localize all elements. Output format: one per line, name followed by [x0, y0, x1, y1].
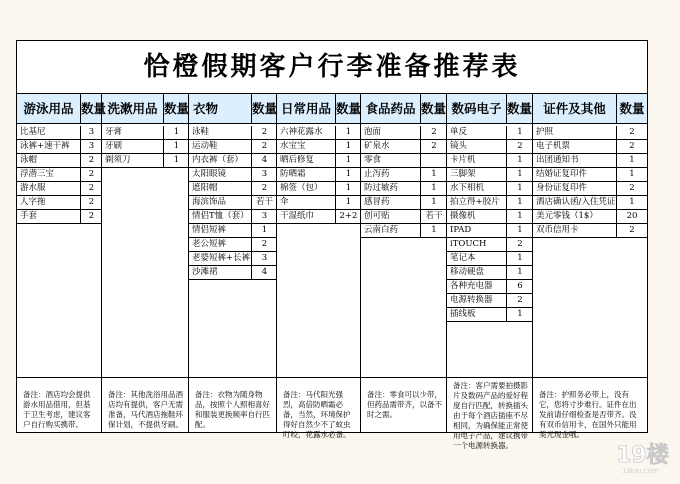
item-name: 水宝宝	[277, 140, 336, 153]
list-item	[533, 182, 647, 196]
list-item	[189, 168, 276, 182]
item-quantity: 2	[517, 239, 523, 249]
item-quantity: 2+2	[339, 211, 358, 221]
item-name: 棉签（包）	[277, 182, 336, 195]
page-title: 恰橙假期客户行李准备推荐表	[143, 52, 521, 82]
item-name: 内衣裤（套）	[189, 154, 252, 167]
list-item	[361, 154, 446, 168]
note-daily: 备注：马代阳光强烈，高倍防晒霜必备，当然，环境保护得好自然少不了蚊虫叮咬，花露水必备。	[277, 378, 361, 433]
note-docs: 备注：护照务必带上，没有它，您将寸步难行。证件在出发前请仔细检查是否带齐。没有双币信用卡，在国外只能用美元现金哦。	[539, 390, 637, 439]
list-item	[277, 140, 360, 154]
table-header	[17, 93, 647, 124]
item-name: 结婚证复印件	[533, 168, 617, 181]
item-quantity: 2	[261, 127, 268, 137]
item-name: 泳裤+速干裤	[17, 140, 81, 153]
list-item	[277, 210, 360, 224]
list-item	[17, 126, 101, 140]
column-daily	[277, 124, 361, 377]
item-quantity: 1	[431, 183, 437, 193]
item-name: 剃须刀	[102, 154, 164, 167]
list-item	[447, 308, 532, 322]
site-logo-watermark	[614, 436, 674, 476]
list-item	[277, 168, 360, 182]
list-item	[447, 294, 532, 308]
item-quantity: 2	[629, 141, 635, 151]
list-item	[533, 224, 647, 238]
list-item	[533, 196, 647, 210]
item-quantity: 4	[261, 155, 268, 165]
item-quantity: 2	[629, 183, 635, 193]
item-name: 止泻药	[361, 168, 421, 181]
list-item	[102, 126, 188, 140]
list-item	[447, 182, 532, 196]
item-name: IPAD	[447, 224, 507, 237]
header-qty-6: 数量	[507, 94, 533, 123]
column-wash	[102, 124, 189, 377]
header-qty-4: 数量	[336, 94, 361, 123]
item-name: 防过敏药	[361, 182, 421, 195]
item-name: 身份证复印件	[533, 182, 617, 195]
item-name: 出团通知书	[533, 154, 617, 167]
item-quantity: 2	[261, 183, 268, 193]
item-quantity: 1	[345, 155, 352, 165]
item-quantity: 1	[629, 197, 635, 207]
column-digital	[447, 124, 533, 377]
list-item	[189, 126, 276, 140]
item-quantity: 3	[261, 169, 268, 179]
item-quantity: 20	[626, 211, 638, 221]
list-item	[189, 266, 276, 280]
item-quantity: 1	[173, 127, 180, 137]
item-quantity: 2	[261, 239, 268, 249]
note-digital: 备注：客户需要拍摄影片及数码产品的爱好程度自行匹配，转换插头由于每个酒店插座不尽相同，为确保能正常使用电子产品，建议携带一个电源转换器。	[447, 378, 533, 433]
item-name: 六神花露水	[277, 126, 336, 139]
list-item	[189, 224, 276, 238]
list-item	[533, 154, 647, 168]
item-quantity: 6	[517, 281, 523, 291]
list-item	[361, 126, 446, 140]
list-item	[17, 140, 101, 154]
list-item	[533, 126, 647, 140]
item-name: 创可贴	[361, 210, 421, 223]
list-item	[361, 196, 446, 210]
header-food: 食品药品	[361, 94, 421, 123]
item-quantity: 1	[517, 169, 523, 179]
item-quantity: 若干	[425, 211, 443, 221]
list-item	[447, 280, 532, 294]
item-name: 镜头	[447, 140, 507, 153]
item-name: 干湿纸巾	[277, 210, 336, 223]
item-quantity: 1	[517, 225, 523, 235]
header-qty-2: 数量	[164, 94, 189, 123]
item-name: 摄像机	[447, 210, 507, 223]
recommendation-sheet	[16, 40, 648, 450]
list-item	[447, 238, 532, 252]
list-item	[361, 140, 446, 154]
item-name: 运动鞋	[189, 140, 252, 153]
list-item	[189, 182, 276, 196]
item-quantity: 1	[345, 127, 352, 137]
item-quantity: 1	[345, 169, 352, 179]
column-clothes	[189, 124, 277, 377]
item-quantity: 1	[517, 155, 523, 165]
item-quantity: 1	[345, 183, 352, 193]
item-quantity: 1	[431, 169, 437, 179]
list-item	[17, 182, 101, 196]
item-quantity: 3	[88, 141, 95, 151]
item-quantity: 2	[629, 225, 635, 235]
item-name: 泳帽	[17, 154, 81, 167]
list-item	[447, 266, 532, 280]
list-item	[277, 126, 360, 140]
item-name: 防晒霜	[277, 168, 336, 181]
notes-row	[17, 377, 647, 450]
svg-text:19楼: 19楼	[616, 443, 669, 468]
item-quantity: 2	[517, 141, 523, 151]
item-quantity: 1	[431, 197, 437, 207]
item-name: 三脚架	[447, 168, 507, 181]
list-item	[17, 168, 101, 182]
item-quantity: 1	[517, 197, 523, 207]
list-item	[447, 224, 532, 238]
column-swim	[17, 124, 102, 377]
note-wash: 备注：其他洗浴用品酒店均有提供，客户无需准备，马代酒店拖鞋环保计划，不提供牙刷。	[102, 378, 189, 433]
item-name: 矿泉水	[361, 140, 421, 153]
item-name: 浮潜三宝	[17, 168, 81, 181]
item-name: 感冒药	[361, 196, 421, 209]
item-name: 双币信用卡	[533, 224, 617, 237]
item-name: 电源转换器	[447, 294, 507, 307]
item-name: 护照	[533, 126, 617, 139]
column-food	[361, 124, 447, 377]
list-item	[447, 168, 532, 182]
item-name: 云南白药	[361, 224, 421, 237]
item-quantity: 2	[517, 295, 523, 305]
item-quantity: 4	[261, 267, 268, 277]
header-clothes: 衣物	[189, 94, 252, 123]
list-item	[533, 210, 647, 224]
list-item	[533, 168, 647, 182]
item-quantity: 2	[431, 127, 437, 137]
item-name: 泡面	[361, 126, 421, 139]
item-quantity: 3	[261, 253, 268, 263]
item-quantity: 3	[261, 211, 268, 221]
list-item	[189, 154, 276, 168]
list-item	[533, 140, 647, 154]
header-digital: 数码电子	[447, 94, 507, 123]
item-quantity: 1	[345, 197, 352, 207]
item-name: 遮阳帽	[189, 182, 252, 195]
list-item	[447, 154, 532, 168]
list-item	[447, 140, 532, 154]
item-quantity: 1	[173, 141, 180, 151]
item-quantity: 2	[88, 155, 95, 165]
item-quantity	[421, 154, 447, 167]
note-swim: 备注：酒店均会提供游水用品借用，但基于卫生考虑，建议客户自行购买携带。	[17, 378, 102, 433]
item-name: 酒店确认函/入住凭证	[533, 196, 617, 209]
item-quantity: 1	[517, 253, 523, 263]
list-item	[189, 196, 276, 210]
item-quantity: 2	[431, 141, 437, 151]
item-quantity: 1	[517, 211, 523, 221]
list-item	[17, 196, 101, 210]
list-item	[277, 196, 360, 210]
item-name: 太阳眼镜	[189, 168, 252, 181]
item-name: 各种充电器	[447, 280, 507, 293]
list-item	[277, 182, 360, 196]
item-quantity: 1	[629, 155, 635, 165]
item-quantity: 2	[88, 169, 95, 179]
item-quantity: 1	[261, 225, 268, 235]
column-docs	[533, 124, 647, 377]
list-item	[189, 252, 276, 266]
item-name: 晒后修复	[277, 154, 336, 167]
item-name: 老婆短裤+长裤	[189, 252, 252, 265]
item-quantity: 1	[517, 127, 523, 137]
item-quantity: 2	[629, 127, 635, 137]
item-name: iTOUCH	[447, 238, 507, 251]
item-quantity: 1	[517, 267, 523, 277]
item-name: 海滨饰品	[189, 196, 252, 209]
list-item	[189, 210, 276, 224]
header-qty-1: 数量	[81, 94, 102, 123]
item-name: 比基尼	[17, 126, 81, 139]
list-item	[447, 196, 532, 210]
list-item	[277, 154, 360, 168]
item-name: 人字拖	[17, 196, 81, 209]
item-quantity: 2	[88, 183, 95, 193]
item-name: 泳鞋	[189, 126, 252, 139]
note-food: 备注：零食可以少带，但药品需带齐，以备不时之需。	[361, 378, 447, 433]
items-grid	[17, 124, 647, 377]
item-name: 水下相机	[447, 182, 507, 195]
item-name: 拍立得+胶片	[447, 196, 507, 209]
item-quantity: 1	[517, 309, 523, 319]
list-item	[17, 154, 101, 168]
list-item	[189, 238, 276, 252]
list-item	[361, 182, 446, 196]
item-name: 手套	[17, 210, 81, 223]
list-item	[102, 140, 188, 154]
item-quantity: 若干	[255, 197, 273, 207]
list-item	[447, 210, 532, 224]
svg-text:19lou.com: 19lou.com	[622, 467, 659, 475]
item-quantity: 3	[88, 127, 95, 137]
list-item	[361, 224, 446, 238]
item-name: 电子机票	[533, 140, 617, 153]
header-qty-5: 数量	[421, 94, 447, 123]
item-name: 情侣短裤	[189, 224, 252, 237]
item-quantity: 2	[261, 141, 268, 151]
item-name: 插线板	[447, 308, 507, 321]
item-name: 美元零钱（1$）	[533, 210, 617, 223]
list-item	[361, 168, 446, 182]
header-qty-7: 数量	[619, 101, 645, 116]
item-name: 游水服	[17, 182, 81, 195]
list-item	[447, 252, 532, 266]
item-name: 单反	[447, 126, 507, 139]
item-name: 卡片机	[447, 154, 507, 167]
item-quantity: 2	[88, 197, 95, 207]
header-swim: 游泳用品	[17, 94, 81, 123]
item-name: 沙滩裙	[189, 266, 252, 279]
item-quantity: 1	[431, 225, 437, 235]
item-quantity: 1	[629, 169, 635, 179]
item-name: 零食	[361, 154, 421, 167]
note-clothes: 备注：衣物为随身物品，按照个人照相喜好和服装更换频率自行匹配。	[189, 378, 277, 433]
list-item	[102, 154, 188, 168]
header-daily: 日常用品	[277, 94, 336, 123]
header-qty-3: 数量	[252, 94, 277, 123]
item-quantity: 1	[173, 155, 180, 165]
list-item	[361, 210, 446, 224]
item-quantity: 1	[517, 183, 523, 193]
item-name: 移动硬盘	[447, 266, 507, 279]
item-name: 笔记本	[447, 252, 507, 265]
item-name: 伞	[277, 196, 336, 209]
item-name: 老公短裤	[189, 238, 252, 251]
item-name: 情侣T恤（套）	[189, 210, 252, 223]
header-docs: 证件及其他	[533, 94, 617, 123]
item-quantity: 1	[345, 141, 352, 151]
list-item	[447, 126, 532, 140]
list-item	[189, 140, 276, 154]
list-item	[17, 210, 101, 224]
item-quantity: 2	[88, 211, 95, 221]
item-name: 牙膏	[102, 126, 164, 139]
header-wash: 洗漱用品	[102, 94, 164, 123]
item-name: 牙刷	[102, 140, 164, 153]
